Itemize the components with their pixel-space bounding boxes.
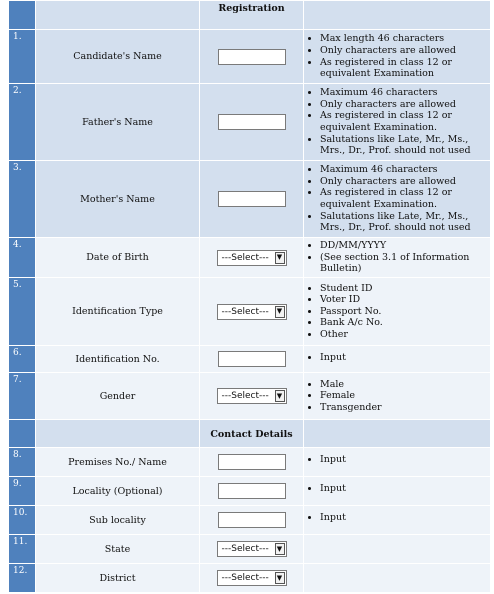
rule-item: • Maximum 46 characters	[320, 87, 486, 99]
header-rules-cell	[304, 1, 491, 30]
field-rules-cell	[304, 477, 491, 506]
rules-list	[308, 283, 486, 341]
header-rules-cell	[304, 420, 491, 448]
table-row	[9, 477, 491, 506]
rule-item: • Female	[320, 390, 486, 402]
table-row	[9, 278, 491, 346]
rule-item: • Only characters are allowed	[320, 176, 486, 188]
field-label: Father's Name	[36, 84, 200, 161]
field-rules-cell	[304, 373, 491, 420]
select-dropdown[interactable]	[217, 388, 287, 404]
table-row	[9, 448, 491, 477]
field-label: Premises No./ Name	[36, 448, 200, 477]
row-number: 12.	[9, 564, 36, 593]
rule-item: • Other	[320, 329, 486, 341]
rule-item: • Salutations like Late, Mr., Ms., Mrs., Dr., Prof. should not used	[320, 134, 486, 157]
contact-details-header-row	[9, 420, 491, 448]
field-rules-cell	[304, 278, 491, 346]
select-value: ---Select---	[221, 573, 269, 583]
select-dropdown[interactable]	[217, 250, 287, 266]
text-input[interactable]	[218, 351, 286, 367]
rule-item: • Salutations like Late, Mr., Ms., Mrs., Dr., Prof. should not used	[320, 211, 486, 234]
field-control-cell	[200, 84, 304, 161]
field-control-cell	[200, 346, 304, 373]
rule-item: • DD/MM/YYYY	[320, 240, 486, 252]
rule-item: • Input	[320, 483, 486, 495]
text-input[interactable]	[218, 454, 286, 470]
select-value: ---Select---	[221, 544, 269, 554]
row-number: 2.	[9, 84, 36, 161]
field-label: State	[36, 535, 200, 564]
header-number-cell	[9, 420, 36, 448]
field-control-cell	[200, 161, 304, 238]
row-number: 8.	[9, 448, 36, 477]
table-row	[9, 238, 491, 278]
rule-item: • As registered in class 12 or equivalent Examination.	[320, 187, 486, 210]
field-rules-cell	[304, 506, 491, 535]
header-number-cell	[9, 1, 36, 30]
field-rules-cell	[304, 346, 491, 373]
row-number: 1.	[9, 30, 36, 84]
field-control-cell	[200, 535, 304, 564]
header-label-cell	[36, 1, 200, 30]
field-rules-cell	[304, 238, 491, 278]
row-number: 11.	[9, 535, 36, 564]
rule-item: • As registered in class 12 or equivalent Examination.	[320, 110, 486, 133]
field-label: Sub locality	[36, 506, 200, 535]
rule-item: • Input	[320, 454, 486, 466]
header-label-cell	[36, 420, 200, 448]
field-label: Gender	[36, 373, 200, 420]
field-label: Locality (Optional)	[36, 477, 200, 506]
table-row	[9, 84, 491, 161]
row-number: 6.	[9, 346, 36, 373]
field-control-cell	[200, 506, 304, 535]
rule-item: • Transgender	[320, 402, 486, 414]
rule-item: • Bank A/c No.	[320, 317, 486, 329]
rule-item: • Passport No.	[320, 306, 486, 318]
row-number: 4.	[9, 238, 36, 278]
select-dropdown[interactable]	[217, 541, 287, 557]
rule-item: • Only characters are allowed	[320, 99, 486, 111]
select-dropdown[interactable]	[217, 304, 287, 320]
field-control-cell	[200, 564, 304, 593]
field-control-cell	[200, 238, 304, 278]
field-control-cell	[200, 278, 304, 346]
rule-item: • Maximum 46 characters	[320, 164, 486, 176]
field-control-cell	[200, 373, 304, 420]
row-number: 3.	[9, 161, 36, 238]
field-control-cell	[200, 448, 304, 477]
field-label: Identification Type	[36, 278, 200, 346]
field-label: Date of Birth	[36, 238, 200, 278]
select-value: ---Select---	[221, 391, 269, 401]
table-row	[9, 346, 491, 373]
table-row	[9, 373, 491, 420]
registration-form-table	[8, 0, 490, 593]
registration-header-row	[9, 1, 491, 30]
rules-list	[308, 33, 486, 79]
chevron-down-icon[interactable]: ▼	[275, 543, 285, 555]
table-row	[9, 30, 491, 84]
row-number: 10.	[9, 506, 36, 535]
rules-list	[308, 164, 486, 234]
chevron-down-icon[interactable]: ▼	[275, 390, 285, 402]
rule-item: • As registered in class 12 or equivalent Examination	[320, 57, 486, 80]
field-label: Candidate's Name	[36, 30, 200, 84]
field-control-cell	[200, 30, 304, 84]
field-label: Identification No.	[36, 346, 200, 373]
rule-item: • Input	[320, 512, 486, 524]
text-input[interactable]	[218, 49, 286, 65]
chevron-down-icon[interactable]: ▼	[275, 252, 285, 264]
field-rules-cell	[304, 30, 491, 84]
rules-list	[308, 512, 486, 524]
field-control-cell	[200, 477, 304, 506]
field-rules-cell	[304, 84, 491, 161]
text-input[interactable]	[218, 512, 286, 528]
table-row	[9, 506, 491, 535]
select-value: ---Select---	[221, 252, 269, 263]
chevron-down-icon[interactable]: ▼	[275, 572, 285, 584]
text-input[interactable]	[218, 114, 286, 130]
table-row	[9, 161, 491, 238]
select-value: ---Select---	[221, 306, 269, 317]
field-rules-cell	[304, 535, 491, 564]
field-rules-cell	[304, 161, 491, 238]
field-label: District	[36, 564, 200, 593]
select-dropdown[interactable]	[217, 570, 287, 586]
rules-list	[308, 240, 486, 275]
form-table-body	[9, 1, 491, 593]
rules-list	[308, 352, 486, 364]
row-number: 7.	[9, 373, 36, 420]
field-label: Mother's Name	[36, 161, 200, 238]
rules-list	[308, 483, 486, 495]
table-row	[9, 564, 491, 593]
rule-item: • Max length 46 characters	[320, 33, 486, 45]
row-number: 9.	[9, 477, 36, 506]
rule-item: • (See section 3.1 of Information Bulletin)	[320, 252, 486, 275]
text-input[interactable]	[218, 483, 286, 499]
field-rules-cell	[304, 564, 491, 593]
rule-item: • Only characters are allowed	[320, 45, 486, 57]
rule-item: • Voter ID	[320, 294, 486, 306]
rule-item: • Male	[320, 379, 486, 391]
field-rules-cell	[304, 448, 491, 477]
table-row	[9, 535, 491, 564]
rules-list	[308, 379, 486, 414]
rules-list	[308, 454, 486, 466]
rule-item: • Student ID	[320, 283, 486, 295]
text-input[interactable]	[218, 191, 286, 207]
contact-details-heading: Contact Details	[200, 420, 304, 448]
rule-item: • Input	[320, 352, 486, 364]
chevron-down-icon[interactable]: ▼	[275, 306, 285, 318]
registration-heading: Registration	[200, 1, 304, 30]
row-number: 5.	[9, 278, 36, 346]
rules-list	[308, 87, 486, 157]
